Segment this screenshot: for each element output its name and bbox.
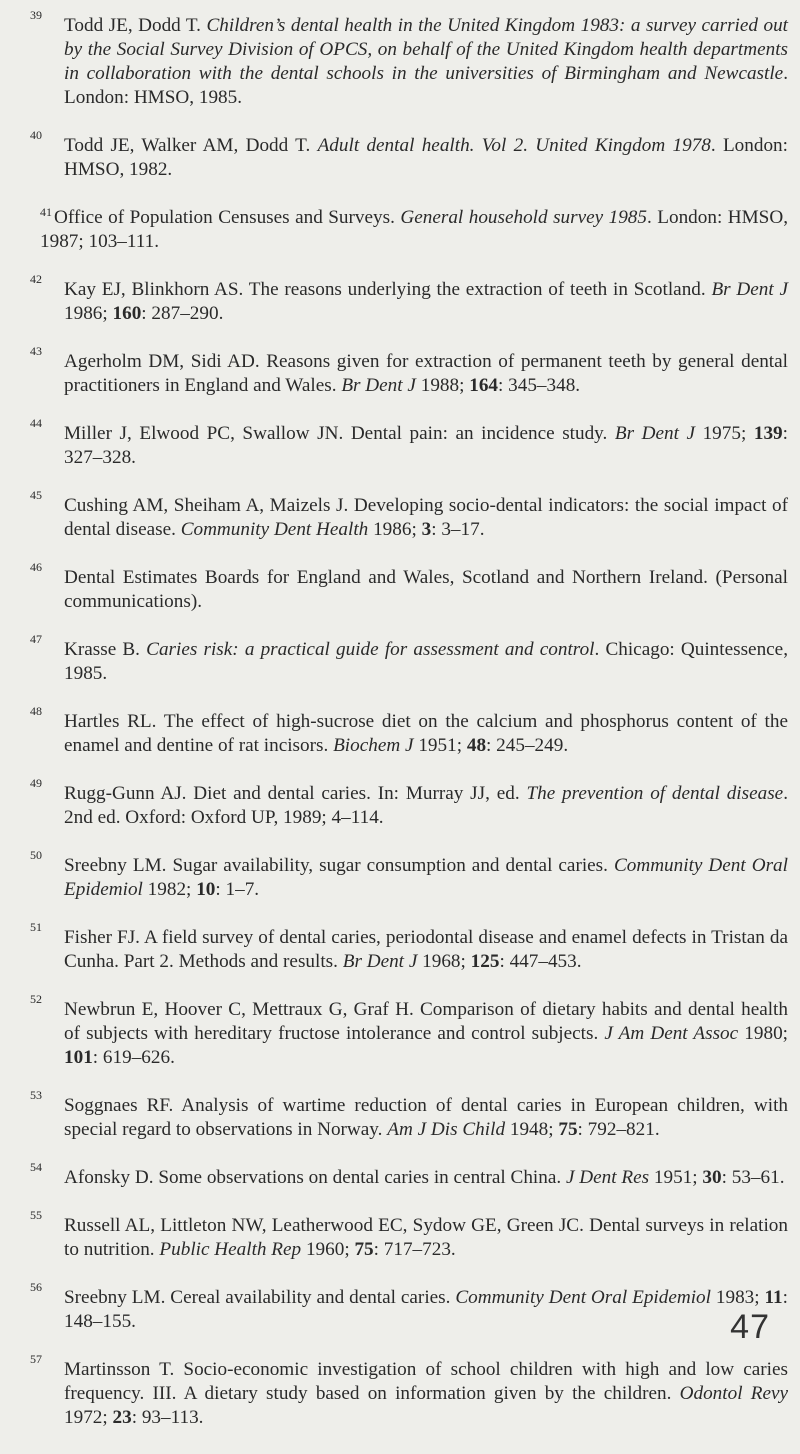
reference-text — [64, 927, 788, 972]
text-run: Dental Estimates Boards for England and Wales, Scotland and Northern Ireland. (Personal communications). — [64, 567, 788, 612]
bold-volume: 139 — [753, 423, 783, 444]
italic-text: Public Health Rep — [159, 1239, 302, 1260]
text-run: Russell AL, Littleton NW, Leatherwood EC, Sydow GE, Green JC. Dental surveys in relation to nutrition. — [64, 1215, 788, 1260]
reference-text — [64, 639, 788, 684]
text-run: Soggnaes RF. Analysis of wartime reduction of dental caries in European children, with special regard to observations in Norway. — [64, 1095, 788, 1140]
reference-number: 46 — [30, 560, 42, 574]
text-run: Newbrun E, Hoover C, Mettraux G, Graf H. Comparison of dietary habits and dental health of subjects with hereditary fructose intolerance and control subjects. — [64, 999, 788, 1044]
text-run: : 148–155. — [64, 1287, 788, 1332]
reference-entry — [30, 632, 788, 686]
text-run: 1972; — [64, 1407, 113, 1428]
italic-text: Br Dent J — [341, 375, 416, 396]
reference-number: 52 — [30, 992, 42, 1006]
italic-text: J Dent Res — [565, 1167, 650, 1188]
text-run: 1951; — [413, 735, 467, 756]
reference-text — [64, 567, 788, 612]
text-run: : 717–723. — [373, 1239, 456, 1260]
reference-number: 57 — [30, 1352, 42, 1366]
reference-number: 55 — [30, 1208, 42, 1222]
text-run: . 2nd ed. Oxford: Oxford UP, 1989; 4–114. — [64, 783, 788, 828]
text-run: . London: HMSO, 1985. — [64, 63, 788, 108]
italic-text: General household survey 1985 — [400, 207, 647, 228]
text-run: : 93–113. — [131, 1407, 204, 1428]
reference-number: 47 — [30, 632, 42, 646]
text-run: : 287–290. — [141, 303, 224, 324]
reference-entry — [30, 920, 788, 974]
italic-text: Community Dent Oral Epidemiol — [64, 855, 788, 900]
reference-entry — [30, 344, 788, 398]
reference-number: 54 — [30, 1160, 42, 1174]
text-run: : 792–821. — [577, 1119, 660, 1140]
text-run: Afonsky D. Some observations on dental caries in central China. — [64, 1167, 566, 1188]
text-run: 1968; — [417, 951, 471, 972]
reference-text — [64, 711, 788, 756]
reference-entry — [30, 776, 788, 830]
reference-number: 49 — [30, 776, 42, 790]
bold-volume: 164 — [469, 375, 499, 396]
reference-entry — [30, 1088, 788, 1142]
bold-volume: 30 — [702, 1167, 722, 1188]
reference-entry — [30, 704, 788, 758]
reference-entry — [30, 1208, 788, 1262]
reference-entry — [30, 416, 788, 470]
reference-number: 44 — [30, 416, 42, 430]
text-run: 1980; — [738, 1023, 788, 1044]
text-run: Agerholm DM, Sidi AD. Reasons given for extraction of permanent teeth by general dental practitioners in England and Wales. — [64, 351, 788, 396]
reference-number: 41 — [40, 204, 52, 219]
text-run: 1988; — [415, 375, 470, 396]
reference-entry — [30, 206, 788, 254]
bold-volume: 101 — [64, 1047, 93, 1068]
text-run: Cushing AM, Sheiham A, Maizels J. Developing socio-dental indicators: the social impact of dental disease. — [64, 495, 788, 540]
text-run: 1986; — [368, 519, 422, 540]
reference-entry — [30, 272, 788, 326]
text-run: . Chicago: Quintessence, 1985. — [64, 639, 788, 684]
reference-entry — [30, 992, 788, 1070]
reference-number: 39 — [30, 8, 42, 22]
text-run: . London: HMSO, 1982. — [64, 135, 788, 180]
reference-text — [64, 999, 788, 1068]
text-run: 1951; — [649, 1167, 703, 1188]
reference-text — [64, 15, 788, 108]
text-run: 1983; — [710, 1287, 765, 1308]
reference-text — [64, 783, 788, 828]
reference-number: 51 — [30, 920, 42, 934]
text-run: : 1–7. — [215, 879, 260, 900]
reference-number: 43 — [30, 344, 42, 358]
italic-text: Biochem J — [333, 735, 414, 756]
text-run: 1960; — [301, 1239, 355, 1260]
bold-volume: 75 — [354, 1239, 374, 1260]
text-run: Martinsson T. Socio-economic investigation of school children with high and low caries frequency. III. A dietary study based on information given by the children. — [64, 1359, 788, 1404]
reference-text — [64, 1287, 788, 1332]
text-run: : 447–453. — [499, 951, 582, 972]
text-run: Sreebny LM. Sugar availability, sugar consumption and dental caries. — [64, 855, 614, 876]
text-run: : 619–626. — [92, 1047, 175, 1068]
italic-text: The prevention of dental disease — [526, 783, 784, 804]
bold-volume: 23 — [112, 1407, 132, 1428]
text-run: 1948; — [505, 1119, 559, 1140]
reference-number: 42 — [30, 272, 42, 286]
text-run: : 3–17. — [431, 519, 485, 540]
reference-entry — [30, 8, 788, 110]
reference-text — [64, 855, 788, 900]
italic-text: Odontol Revy — [679, 1383, 788, 1404]
text-run: Sreebny LM. Cereal availability and dental caries. — [64, 1287, 456, 1308]
text-run: : 53–61. — [721, 1167, 785, 1188]
italic-text: Br Dent J — [342, 951, 418, 972]
reference-text — [64, 1359, 788, 1428]
text-run: Office of Population Censuses and Surveys. — [54, 207, 401, 228]
reference-text — [64, 279, 788, 324]
reference-number: 45 — [30, 488, 42, 502]
text-run: Todd JE, Walker AM, Dodd T. — [64, 135, 318, 156]
page-number: 47 — [730, 1308, 770, 1346]
italic-text: Am J Dis Child — [387, 1119, 506, 1140]
text-run: : 327–328. — [64, 423, 788, 468]
reference-text — [40, 204, 789, 252]
reference-entry — [30, 1160, 788, 1190]
reference-text — [64, 1167, 785, 1188]
text-run: Rugg-Gunn AJ. Diet and dental caries. In: Murray JJ, ed. — [64, 783, 527, 804]
reference-text — [64, 135, 788, 180]
reference-entry — [30, 488, 788, 542]
text-run: Miller J, Elwood PC, Swallow JN. Dental pain: an incidence study. — [64, 423, 615, 444]
bold-volume: 75 — [558, 1119, 578, 1140]
reference-text — [64, 495, 788, 540]
bold-volume: 125 — [470, 951, 500, 972]
reference-number: 48 — [30, 704, 42, 718]
text-run: Hartles RL. The effect of high-sucrose diet on the calcium and phosphorus content of the enamel and dentine of rat incisors. — [64, 711, 788, 756]
italic-text: Community Dent Oral Epidemiol — [455, 1287, 711, 1308]
text-run: : 245–249. — [486, 735, 569, 756]
italic-text: Children’s dental health in the United Kingdom 1983: a survey carried out by the Social Survey Division of OPCS, on behalf of the United Kingdom health departments in collaboration with the dental schools in the universities of Birmingham and Newcastle — [64, 15, 788, 84]
reference-number: 53 — [30, 1088, 42, 1102]
italic-text: Adult dental health. Vol 2. United Kingdom 1978 — [317, 135, 711, 156]
text-run: 1986; — [64, 303, 113, 324]
text-run: 1975; — [695, 423, 754, 444]
reference-entry — [30, 128, 788, 182]
text-run: . London: HMSO, 1987; 103–111. — [40, 207, 789, 252]
text-run: Krasse B. — [64, 639, 147, 660]
reference-number: 56 — [30, 1280, 42, 1294]
text-run: 1982; — [142, 879, 197, 900]
reference-entry — [30, 560, 788, 614]
reference-text — [64, 351, 788, 396]
reference-entry — [30, 1352, 788, 1430]
reference-number: 40 — [30, 128, 42, 142]
italic-text: J Am Dent Assoc — [604, 1023, 739, 1044]
reference-list — [30, 8, 789, 1454]
text-run: Fisher FJ. A field survey of dental caries, periodontal disease and enamel defects in Tristan da Cunha. Part 2. Methods and results. — [64, 927, 788, 972]
text-run: Todd JE, Dodd T. — [64, 15, 207, 36]
reference-entry — [30, 848, 788, 902]
text-run: : 345–348. — [498, 375, 581, 396]
reference-text — [64, 1095, 788, 1140]
italic-text: Caries risk: a practical guide for assessment and control — [146, 639, 595, 660]
italic-text: Community Dent Health — [180, 519, 369, 540]
bold-volume: 3 — [421, 519, 432, 540]
italic-text: Br Dent J — [711, 279, 788, 300]
text-run: Kay EJ, Blinkhorn AS. The reasons underlying the extraction of teeth in Scotland. — [64, 279, 712, 300]
bold-volume: 11 — [764, 1287, 783, 1308]
bold-volume: 10 — [196, 879, 216, 900]
bold-volume: 48 — [466, 735, 487, 756]
reference-entry — [30, 1280, 788, 1334]
italic-text: Br Dent J — [614, 423, 696, 444]
reference-text — [64, 423, 788, 468]
reference-text — [64, 1215, 788, 1260]
bold-volume: 160 — [112, 303, 142, 324]
reference-number: 50 — [30, 848, 42, 862]
